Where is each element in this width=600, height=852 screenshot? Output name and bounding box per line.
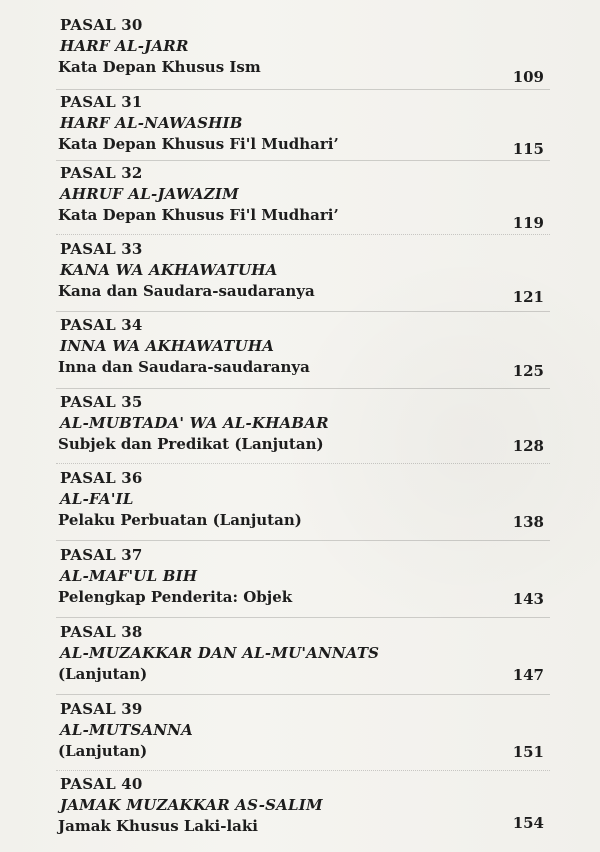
chapter-description: Jamak Khusus Laki-laki	[58, 817, 258, 835]
divider	[56, 234, 550, 235]
chapter-description: Subjek dan Predikat (Lanjutan)	[58, 435, 324, 453]
chapter-arabic-title: KANA WA AKHAWATUHA	[60, 261, 278, 279]
page-number: 119	[512, 214, 544, 232]
page-number: 143	[512, 590, 544, 608]
chapter-number: PASAL 31	[60, 93, 143, 111]
divider	[56, 89, 550, 90]
divider	[56, 311, 550, 312]
chapter-number: PASAL 37	[60, 546, 143, 564]
chapter-number: PASAL 35	[60, 393, 143, 411]
chapter-arabic-title: AHRUF AL-JAWAZIM	[60, 185, 239, 203]
chapter-description: (Lanjutan)	[58, 665, 148, 683]
chapter-number: PASAL 32	[60, 164, 143, 182]
page-number: 121	[512, 288, 544, 306]
chapter-number: PASAL 33	[60, 240, 143, 258]
page-number: 138	[512, 513, 544, 531]
page-number: 109	[512, 68, 544, 86]
chapter-arabic-title: INNA WA AKHAWATUHA	[60, 337, 275, 355]
toc-entry	[58, 393, 548, 465]
toc-entry	[58, 469, 548, 541]
chapter-arabic-title: AL-MUZAKKAR DAN AL-MU'ANNATS	[60, 644, 380, 662]
page-number: 115	[512, 140, 544, 158]
chapter-arabic-title: JAMAK MUZAKKAR AS-SALIM	[60, 796, 323, 814]
chapter-description: Kata Depan Khusus Fi'l Mudhari’	[58, 135, 339, 153]
chapter-number: PASAL 36	[60, 469, 143, 487]
chapter-number: PASAL 40	[60, 775, 143, 793]
toc-entry	[58, 93, 548, 165]
chapter-arabic-title: HARF AL-JARR	[60, 37, 189, 55]
chapter-description: Kata Depan Khusus Fi'l Mudhari’	[58, 206, 339, 224]
toc-entry	[58, 775, 548, 847]
chapter-number: PASAL 38	[60, 623, 143, 641]
chapter-number: PASAL 39	[60, 700, 143, 718]
chapter-description: Inna dan Saudara-saudaranya	[58, 358, 310, 376]
divider	[56, 388, 550, 389]
divider	[56, 770, 550, 771]
page-number: 147	[512, 666, 544, 684]
divider	[56, 540, 550, 541]
chapter-number: PASAL 34	[60, 316, 143, 334]
divider	[56, 694, 550, 695]
chapter-description: (Lanjutan)	[58, 742, 148, 760]
page-number: 154	[512, 814, 544, 832]
divider	[56, 463, 550, 464]
page-number: 151	[512, 743, 544, 761]
chapter-number: PASAL 30	[60, 16, 143, 34]
page-number: 128	[512, 437, 544, 455]
toc-entry	[58, 164, 548, 236]
chapter-arabic-title: AL-FA'IL	[60, 490, 134, 508]
toc-entry	[58, 700, 548, 772]
toc-entry	[58, 240, 548, 312]
toc-entry	[58, 316, 548, 388]
chapter-arabic-title: AL-MUTSANNA	[60, 721, 193, 739]
chapter-arabic-title: HARF AL-NAWASHIB	[60, 114, 243, 132]
toc-entry	[58, 16, 548, 88]
chapter-description: Pelengkap Penderita: Objek	[58, 588, 293, 606]
chapter-arabic-title: AL-MUBTADA' WA AL-KHABAR	[60, 414, 329, 432]
chapter-description: Kata Depan Khusus Ism	[58, 58, 261, 76]
toc-entry	[58, 546, 548, 618]
divider	[56, 160, 550, 161]
chapter-arabic-title: AL-MAF'UL BIH	[60, 567, 198, 585]
chapter-description: Kana dan Saudara-saudaranya	[58, 282, 315, 300]
page-number: 125	[512, 362, 544, 380]
divider	[56, 617, 550, 618]
toc-entry	[58, 623, 548, 695]
chapter-description: Pelaku Perbuatan (Lanjutan)	[58, 511, 302, 529]
